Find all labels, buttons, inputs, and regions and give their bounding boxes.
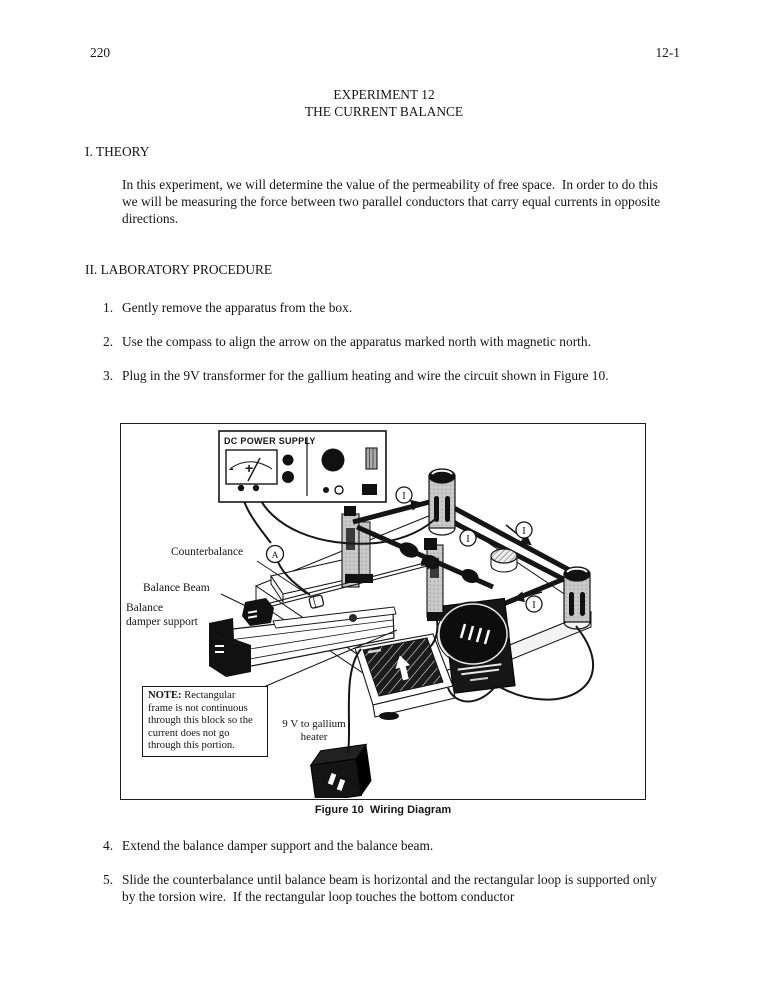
counterbalance-bead <box>309 595 324 609</box>
procedure-step-1 <box>103 299 683 316</box>
right-post <box>564 567 590 629</box>
step-text: Slide the counterbalance until balance beam is horizontal and the rectangular loop is supported only by the torsion wire. If the rectangular loop touches the bottom conductor <box>122 872 657 904</box>
plus-sign: + <box>245 460 254 476</box>
indicator-ring <box>335 486 343 494</box>
step-number: 3. <box>103 368 114 383</box>
knob-large <box>322 449 345 472</box>
current-letter-2: I <box>466 534 470 545</box>
step-number: 5. <box>103 872 114 887</box>
label-balance-beam: Balance Beam <box>143 582 210 594</box>
heater-line1: 9 V to gallium <box>282 718 346 730</box>
figure-10 <box>120 423 646 823</box>
heater-line2: heater <box>300 731 328 743</box>
step-number: 1. <box>103 300 114 315</box>
note-box <box>142 686 268 757</box>
title-line1: EXPERIMENT 12 <box>333 87 435 102</box>
power-supply-title: DC POWER SUPPLY <box>224 436 316 446</box>
procedure-step-5 <box>103 871 683 905</box>
experiment-title <box>0 86 768 120</box>
knob-small-upper <box>283 455 294 466</box>
step-text: Plug in the 9V transformer for the gallium heating and wire the circuit shown in Figure 10. <box>122 368 609 383</box>
label-damper-support <box>126 601 198 629</box>
step-text: Gently remove the apparatus from the box. <box>122 300 353 315</box>
note-text: Rectangular frame is not continuous through this block so the current does not go through this portion. <box>148 690 253 752</box>
procedure-step-3 <box>103 367 683 384</box>
page-number-right: 12-1 <box>655 45 680 60</box>
theory-paragraph: In this experiment, we will determine the value of the permeability of free space. In order to do this we will be measuring the force between two parallel conductors that carry equal currents in opposite directions. <box>122 177 661 226</box>
compass <box>491 549 517 572</box>
step-text: Use the compass to align the arrow on the apparatus marked north with magnetic north. <box>122 334 591 349</box>
transformer-plug <box>309 744 373 798</box>
outlet-block <box>362 484 377 495</box>
label-counterbalance: Counterbalance <box>171 546 244 558</box>
current-letter-4: I <box>532 600 536 611</box>
note-bold: NOTE: <box>148 690 182 701</box>
back-post <box>429 469 455 535</box>
step-text: Extend the balance damper support and the balance beam. <box>122 838 434 853</box>
figure-caption: Figure 10 Wiring Diagram <box>314 804 452 816</box>
theory-heading: I. THEORY <box>85 144 150 159</box>
title-line2: THE CURRENT BALANCE <box>304 104 464 119</box>
procedure-step-4 <box>103 837 683 854</box>
positive-terminal <box>253 485 259 491</box>
knob-small-lower <box>282 471 294 483</box>
procedure-heading: II. LABORATORY PROCEDURE <box>85 262 273 277</box>
label-gallium-heater <box>266 718 362 744</box>
negative-terminal <box>238 485 244 491</box>
step-number: 4. <box>103 838 114 853</box>
page-number-left: 220 <box>90 45 111 60</box>
minus-sign: - <box>229 460 234 476</box>
current-letter-3: I <box>522 526 526 537</box>
label-damper-line2: damper support <box>126 616 198 628</box>
leader-balance-beam <box>221 594 248 607</box>
indicator-dot <box>323 487 329 493</box>
wiring-diagram-frame <box>120 423 646 800</box>
current-letter-1: I <box>402 491 406 502</box>
damper-end-bracket <box>209 618 251 677</box>
rail-knob <box>349 614 357 622</box>
ammeter-letter: A <box>271 551 279 561</box>
step-number: 2. <box>103 334 114 349</box>
power-switch <box>366 448 377 469</box>
procedure-step-2 <box>103 333 683 350</box>
counterweight-hexagon <box>242 598 274 626</box>
label-damper-line1: Balance <box>126 602 164 614</box>
